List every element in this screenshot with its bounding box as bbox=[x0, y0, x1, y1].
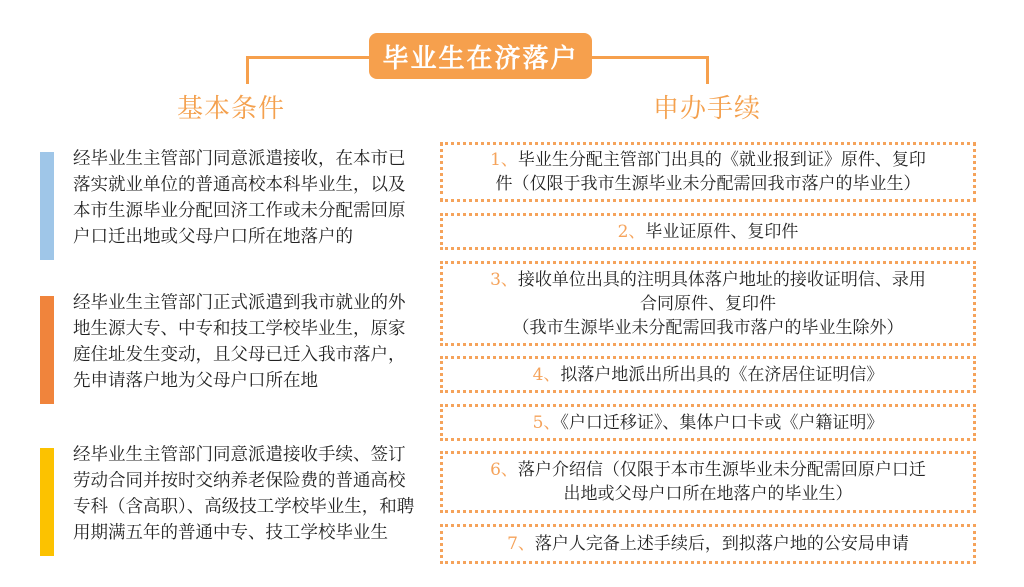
condition-item bbox=[40, 293, 420, 404]
step-box bbox=[440, 451, 976, 513]
step-box bbox=[440, 213, 976, 250]
condition-text: 经毕业生主管部门正式派遣到我市就业的外地生源大专、中专和技工学校毕业生，原家庭住址发生变动，且父母已迁入我市落户，先申请落户地为父母户口所在地 bbox=[73, 293, 406, 391]
condition-text: 经毕业生主管部门同意派遣接收，在本市已落实就业单位的普通高校本科毕业生，以及本市生源毕业分配回济工作或未分配需回原户口迁出地或父母户口所在地落户的 bbox=[73, 149, 406, 247]
step-number: 2、 bbox=[617, 221, 646, 242]
page-title: 毕业生在济落户 bbox=[369, 33, 592, 79]
step-number: 4、 bbox=[532, 364, 561, 385]
step-line: 落户人完备上述手续后，到拟落户地的公安局申请 bbox=[534, 534, 909, 554]
bracket-right-leg bbox=[706, 56, 709, 84]
step-box bbox=[440, 404, 976, 441]
step-number: 5、 bbox=[532, 412, 561, 433]
step-line: 接收单位出具的注明具体落户地址的接收证明信、录用 bbox=[517, 269, 926, 290]
step-line: 毕业生分配主管部门出具的《就业报到证》原件、复印 bbox=[517, 150, 926, 170]
step-number: 6、 bbox=[490, 460, 518, 480]
right-column-heading: 申办手续 bbox=[653, 94, 762, 124]
step-number: 3、 bbox=[490, 269, 518, 290]
step-box bbox=[440, 524, 976, 564]
step-box bbox=[440, 356, 976, 393]
step-number: 1、 bbox=[490, 150, 518, 170]
step-line: 件（仅限于我市生源毕业未分配需回我市落户的毕业生） bbox=[495, 174, 921, 194]
step-line: （我市生源毕业未分配需回我市落户的毕业生除外） bbox=[512, 317, 904, 338]
step-number: 7、 bbox=[507, 534, 535, 554]
step-line: 出地或父母户口所在地落户的毕业生） bbox=[563, 484, 853, 504]
step-line: 落户介绍信（仅限于本市生源毕业未分配需回原户口迁 bbox=[517, 460, 926, 480]
step-line: 毕业证原件、复印件 bbox=[645, 221, 799, 242]
step-box bbox=[440, 261, 976, 346]
condition-color-bar bbox=[40, 448, 54, 556]
step-line: 拟落户地派出所出具的《在济居住证明信》 bbox=[560, 364, 884, 385]
step-line: 《户口迁移证》、集体户口卡或《户籍证明》 bbox=[560, 412, 884, 433]
condition-item bbox=[40, 149, 420, 260]
bracket-left-leg bbox=[246, 56, 249, 84]
condition-item bbox=[40, 445, 420, 556]
left-column-heading: 基本条件 bbox=[177, 94, 286, 124]
condition-color-bar bbox=[40, 296, 54, 404]
condition-color-bar bbox=[40, 152, 54, 260]
condition-text: 经毕业生主管部门同意派遣接收手续、签订劳动合同并按时交纳养老保险费的普通高校专科（含高职）、高级技工学校毕业生，和聘用期满五年的普通中专、技工学校毕业生 bbox=[73, 445, 415, 543]
step-line: 合同原件、复印件 bbox=[639, 293, 776, 314]
step-box bbox=[440, 142, 976, 202]
